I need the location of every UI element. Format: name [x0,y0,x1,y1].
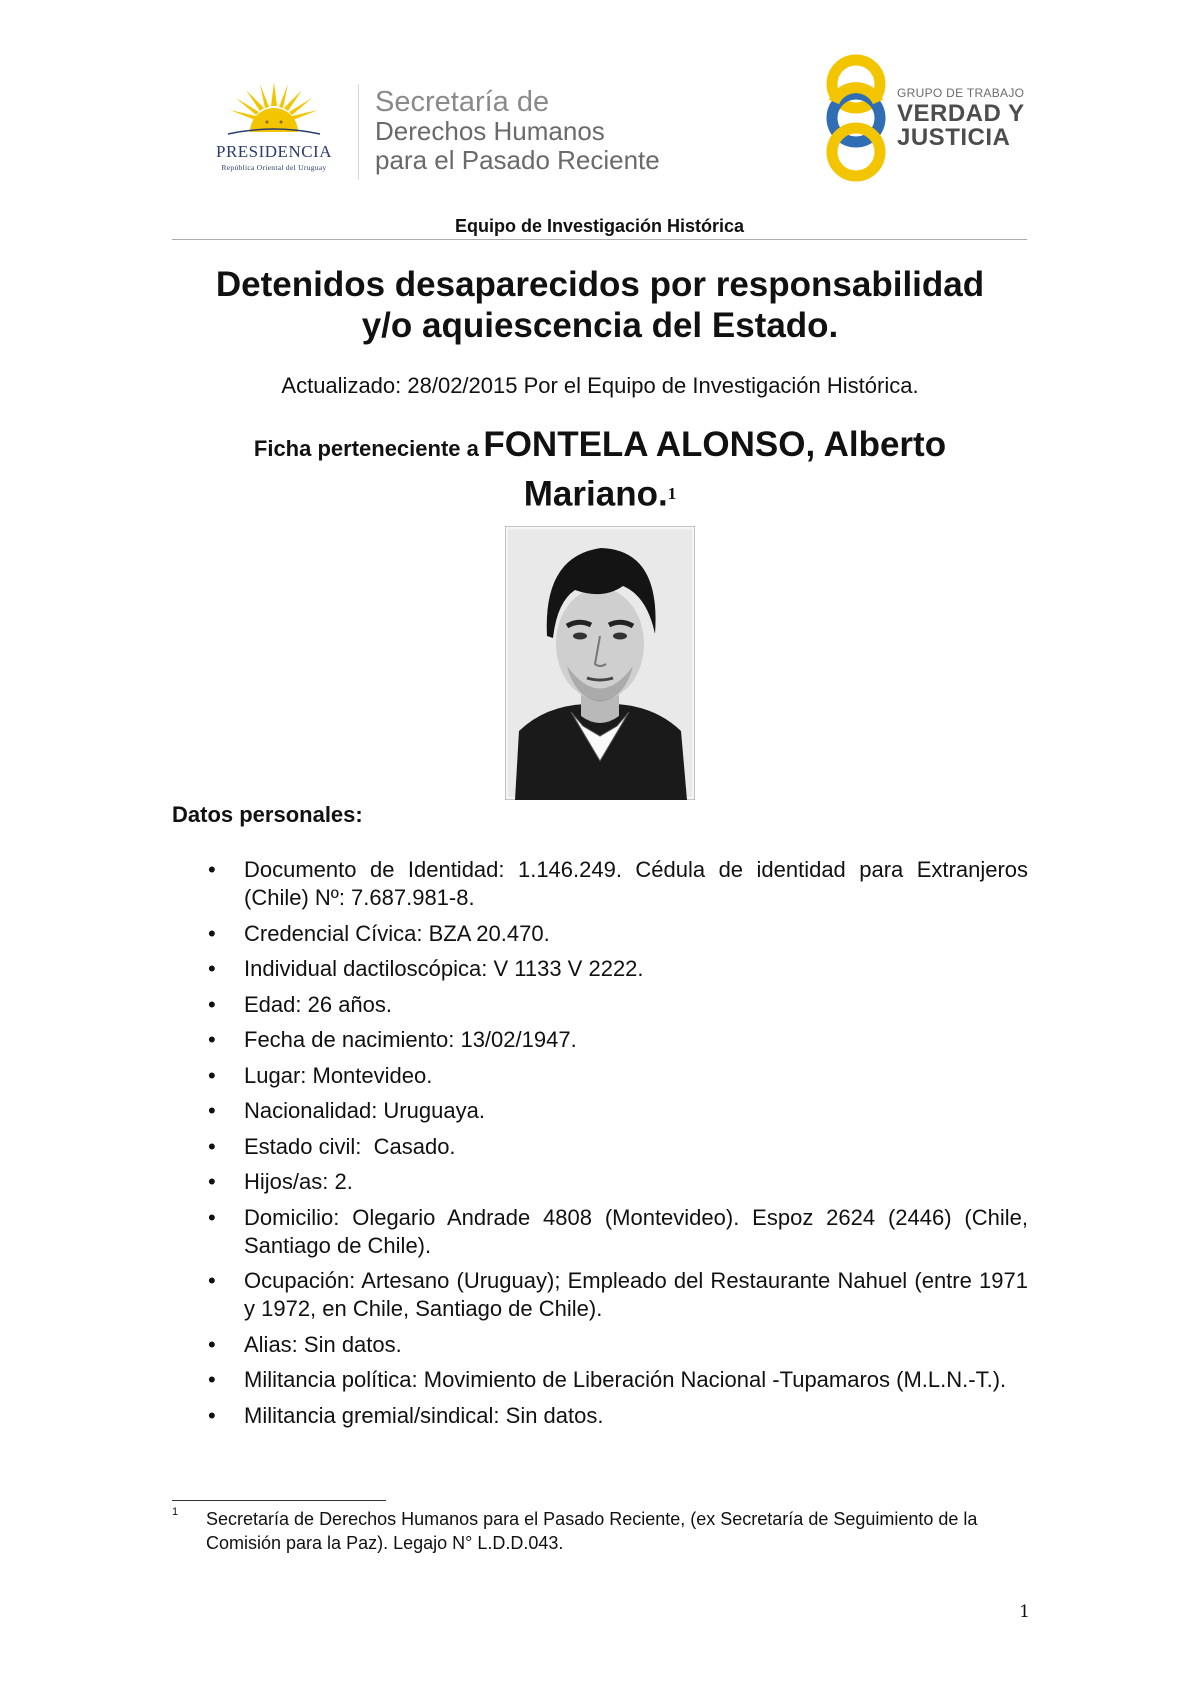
list-item: • Alias: Sin datos. [208,1331,402,1357]
list-item: • Hijos/as: 2. [208,1169,353,1194]
bullet-icon: • [208,1133,216,1159]
bullet-icon: • [208,1204,216,1230]
equipo-heading: Equipo de Investigación Histórica [454,216,745,236]
title-line-1: Detenidos desaparecidos por responsabilidad [215,265,985,304]
ficha-prefix: Ficha perteneciente a [253,436,479,461]
list-item: • Credencial Cívica: BZA 20.470. [208,920,550,946]
person-name-line-2: Mariano. [523,474,668,514]
list-item: • Lugar: Montevideo. [208,1062,433,1088]
list-item: • Documento de Identidad: 1.146.249. Cédula de identidad para Extranjeros (Chile) Nº: 7.687.981-8. [208,857,1028,910]
header-rule [172,239,1027,240]
bullet-icon: • [208,991,216,1017]
logo-divider [358,84,359,180]
justicia-label: JUSTICIA [897,124,1011,151]
secretaria-line-3: para el Pasado Reciente [375,145,660,175]
interlocking-rings-icon [820,54,896,184]
list-item: • Estado civil: Casado. [208,1133,456,1159]
footnote-mark: 1 [172,1506,179,1518]
grupo-de-trabajo-label: GRUPO DE TRABAJO [897,86,1025,100]
page-title [140,264,1060,346]
sun-icon [224,80,324,144]
list-item: • Militancia política: Movimiento de Liberación Nacional -Tupamaros (M.L.N.-T.). [208,1367,1007,1392]
bullet-icon: • [208,1027,216,1052]
bullet-icon: • [208,857,216,882]
list-item: • Nacionalidad: Uruguaya. [208,1098,485,1123]
footnote-text: Secretaría de Derechos Humanos para el Pasado Reciente, (ex Secretaría de Seguimiento de la Comisión para la Paz). Legajo N° L.D.D.043. [206,1509,978,1553]
footnote-rule [172,1500,386,1501]
list-item: • Ocupación: Artesano (Uruguay); Empleado del Restaurante Nahuel (entre 1971 y 1972, en Chile, Santiago de Chile). [208,1268,1028,1321]
bullet-icon: • [208,1331,216,1357]
presidencia-subtitle: República Oriental del Uruguay [221,163,327,172]
list-item: • Militancia gremial/sindical: Sin datos. [208,1402,604,1428]
list-item: • Fecha de nacimiento: 13/02/1947. [208,1027,577,1052]
presidencia-name: PRESIDENCIA [215,142,332,161]
bullet-icon: • [208,1098,216,1123]
bullet-icon: • [208,1268,216,1293]
bullet-icon: • [208,1062,216,1088]
list-item: • Individual dactiloscópica: V 1133 V 2222. [208,956,644,981]
datos-personales-heading: Datos personales: [172,802,363,827]
bullet-icon: • [208,1367,216,1392]
updated-line: Actualizado: 28/02/2015 Por el Equipo de Investigación Histórica. [281,373,919,398]
verdad-label: VERDAD Y [897,100,1025,127]
page-number: 1 [1019,1602,1030,1622]
list-item: • Domicilio: Olegario Andrade 4808 (Montevideo). Espoz 2624 (2446) (Chile, Santiago de Chile). [208,1204,1028,1258]
datos-personales-list [172,856,1028,1437]
person-name-line-1: FONTELA ALONSO, Alberto [483,425,947,464]
bullet-icon: • [208,1169,216,1194]
ficha-heading [140,424,1060,522]
secretaria-logo-text [375,88,660,175]
secretaria-line-1: Secretaría de [375,86,550,118]
title-line-2: y/o aquiescencia del Estado. [361,306,839,345]
bullet-icon: • [208,956,216,981]
secretaria-line-2: Derechos Humanos [375,116,605,146]
verdad-justicia-logo [820,54,1030,184]
list-item: • Edad: 26 años. [208,991,393,1017]
portrait-photo [505,526,695,800]
footnote-reference[interactable]: 1 [667,484,677,503]
bullet-icon: • [208,1402,216,1428]
presidencia-logo [196,80,352,180]
bullet-icon: • [208,920,216,946]
